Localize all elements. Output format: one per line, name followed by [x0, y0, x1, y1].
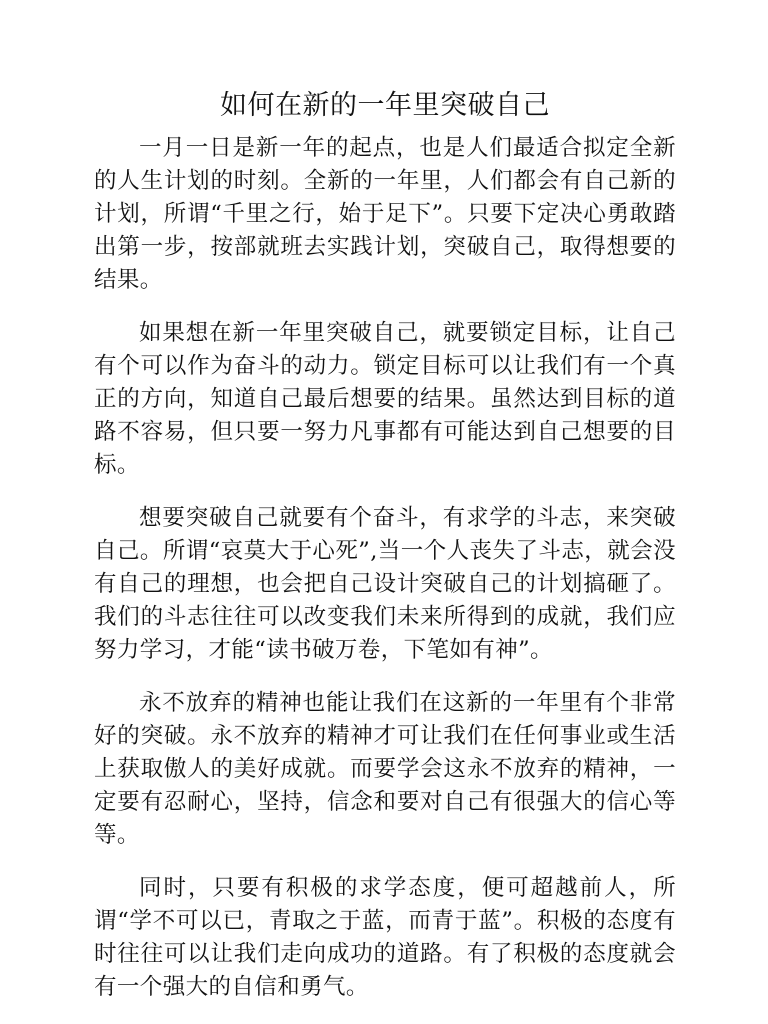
paragraph-3: 想要突破自己就要有个奋斗，有求学的斗志，来突破自己。所谓“哀莫大于心死”,当一个人丧失了斗志，就会没有自己的理想，也会把自己设计突破自己的计划搞砸了。我们的斗志往往可以改变我们未来所得到的成就，我们应努力学习，才能“读书破万卷，下笔如有神”。	[94, 505, 676, 663]
paragraph-4: 永不放弃的精神也能让我们在这新的一年里有个非常好的突破。永不放弃的精神才可让我们在任何事业或生活上获取傲人的美好成就。而要学会这永不放弃的精神，一定要有忍耐心，坚持，信念和要对自己有很强大的信心等等。	[94, 690, 676, 848]
document-title: 如何在新的一年里突破自己	[220, 90, 550, 121]
paragraph-5: 同时，只要有积极的求学态度，便可超越前人，所谓“学不可以已，青取之于蓝，而青于蓝”。积极的态度有时往往可以让我们走向成功的道路。有了积极的态度就会有一个强大的自信和勇气。	[94, 875, 676, 1000]
paragraph-2: 如果想在新一年里突破自己，就要锁定目标，让自己有个可以作为奋斗的动力。锁定目标可以让我们有一个真正的方向，知道自己最后想要的结果。虽然达到目标的道路不容易，但只要一努力凡事都有可能达到自己想要的目标。	[94, 320, 676, 478]
paragraph-1: 一月一日是新一年的起点，也是人们最适合拟定全新的人生计划的时刻。全新的一年里，人们都会有自己新的计划，所谓“千里之行，始于足下”。只要下定决心勇敢踏出第一步，按部就班去实践计划，突破自己，取得想要的结果。	[94, 135, 676, 293]
